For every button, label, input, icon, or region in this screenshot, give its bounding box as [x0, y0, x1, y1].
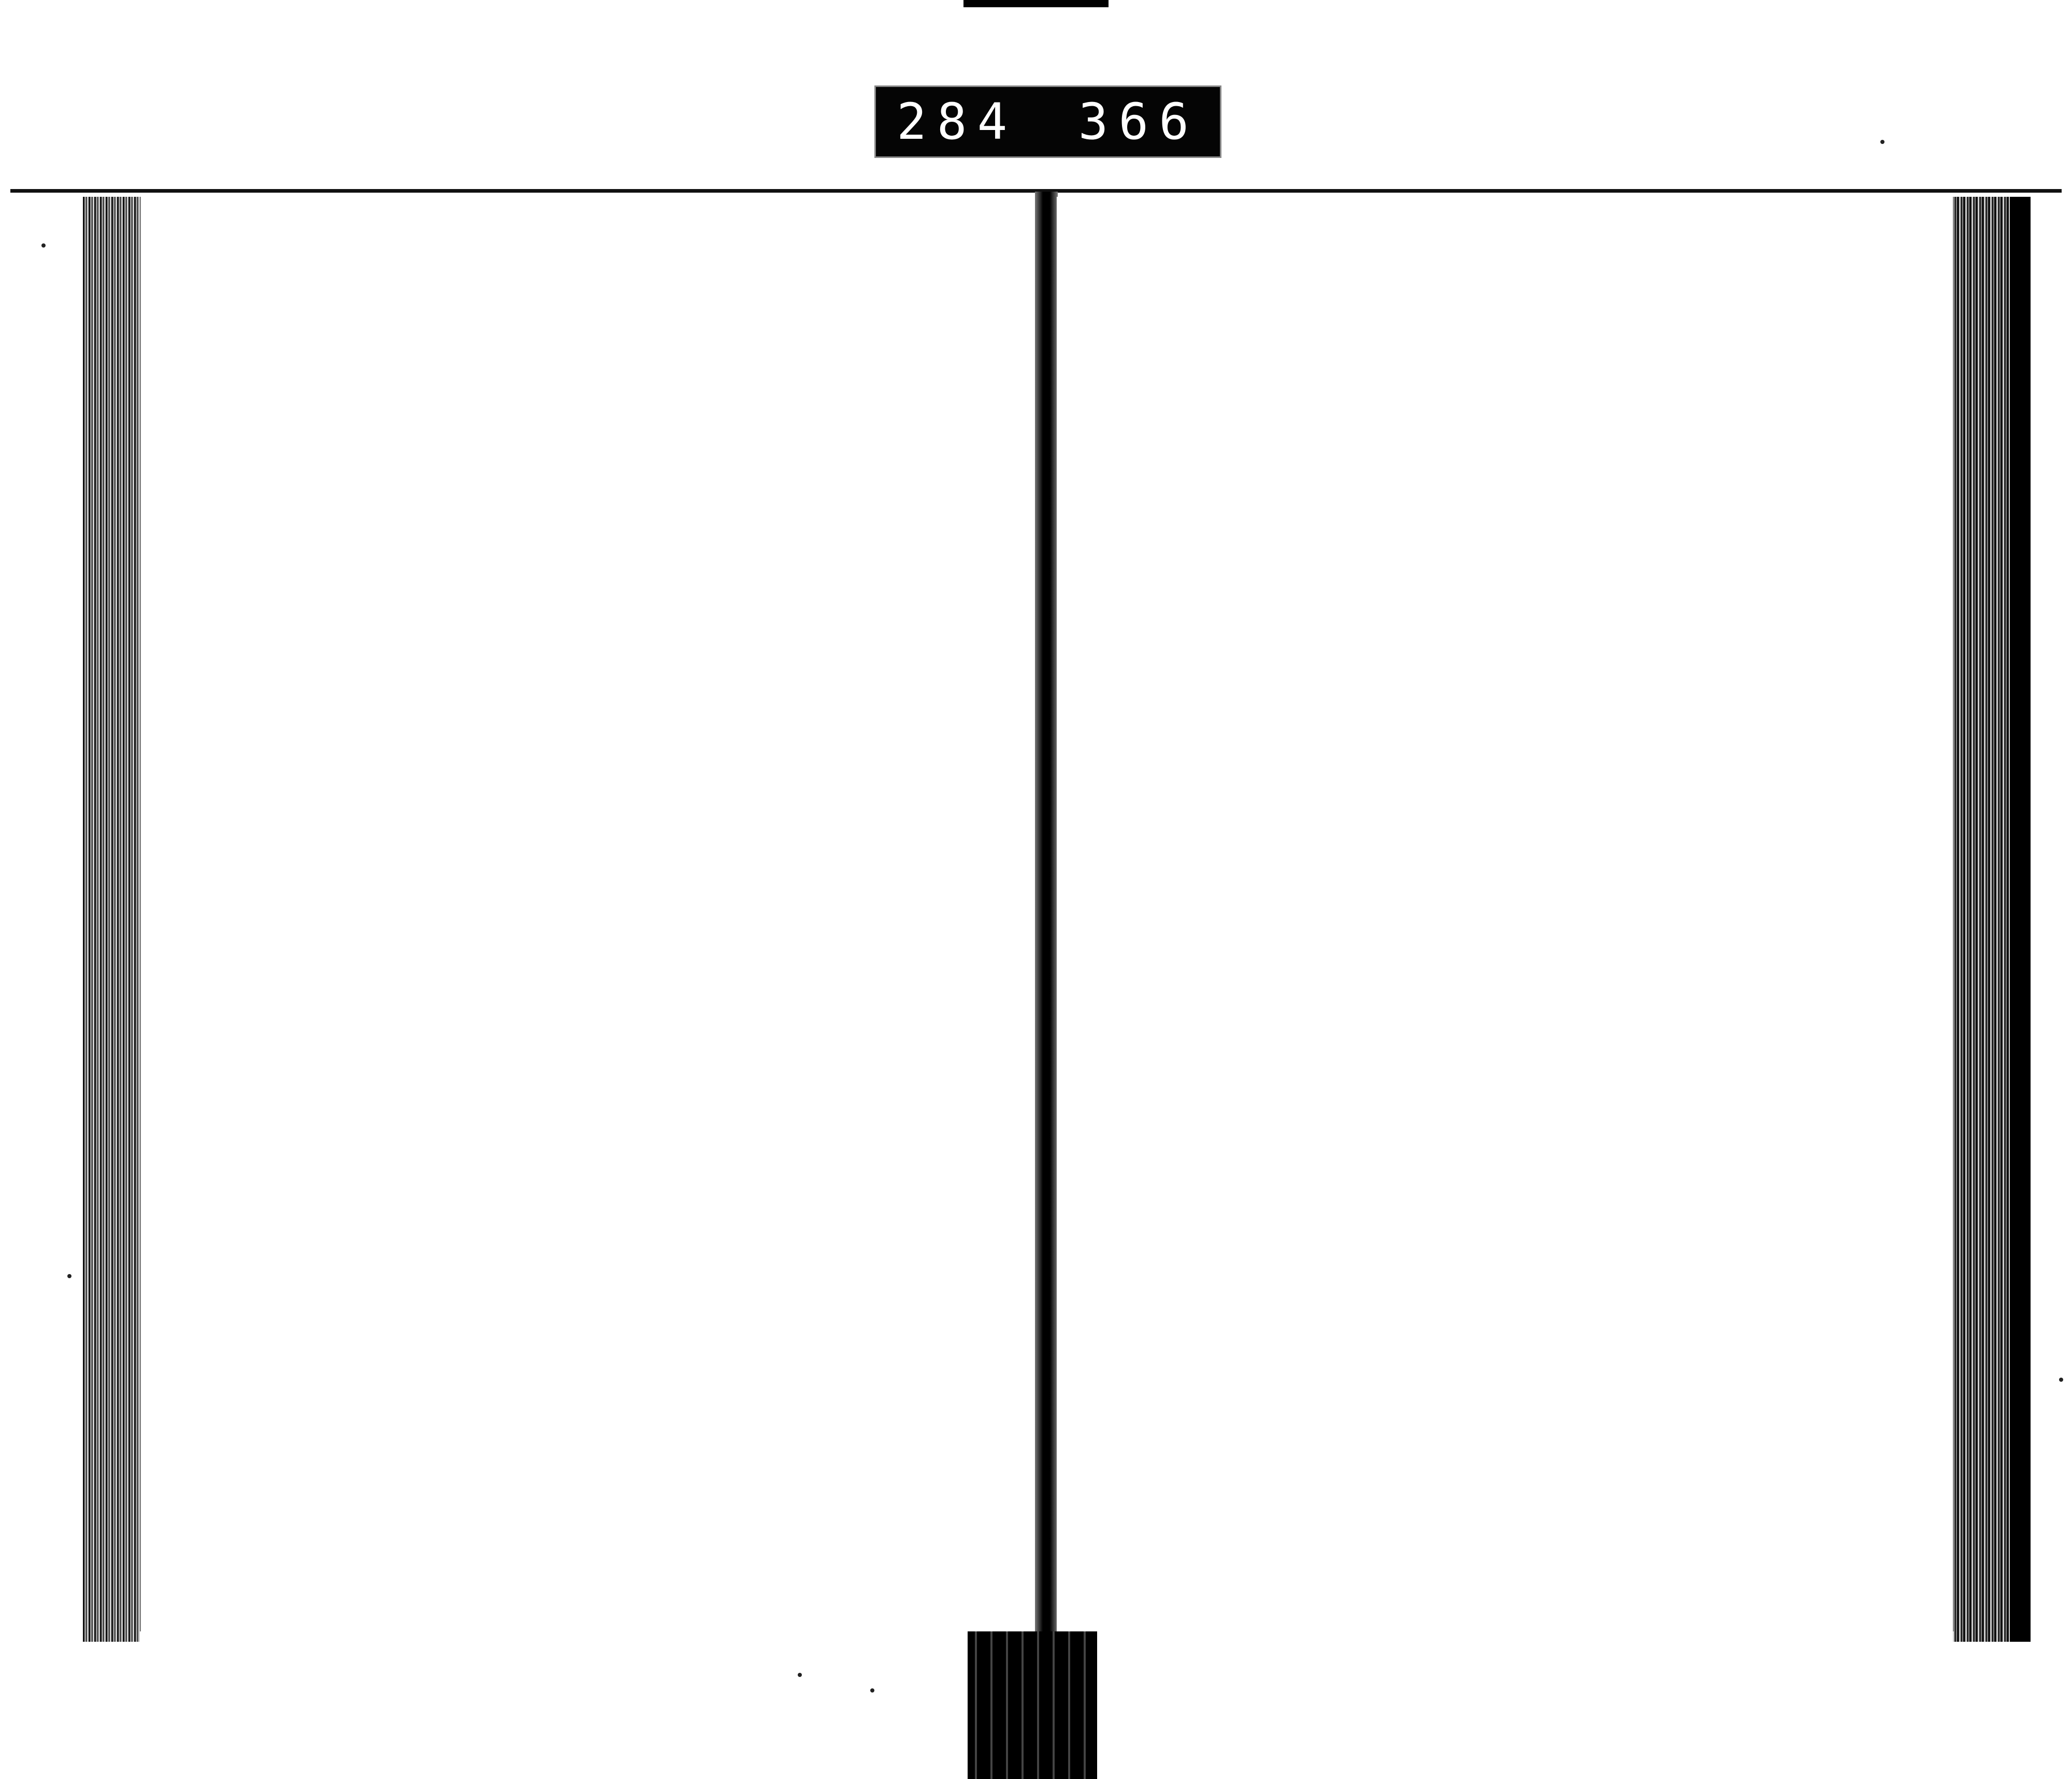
top-film-mark	[963, 0, 1109, 7]
book-spine-bottom	[968, 1631, 1097, 1779]
right-page	[1057, 197, 1954, 1631]
frame-number-right: 366	[1078, 93, 1199, 151]
scan-speck	[798, 1673, 802, 1677]
scan-speck	[1880, 140, 1884, 144]
scan-speck	[41, 243, 46, 248]
scan-speck	[67, 1274, 71, 1278]
book-gutter	[1035, 192, 1058, 1652]
scan-speck	[870, 1688, 874, 1693]
open-book	[83, 192, 2031, 1652]
left-page	[140, 197, 1037, 1631]
book-edge-right	[1953, 197, 2031, 1642]
film-frame-counter	[874, 85, 1221, 158]
frame-number-left: 284	[897, 93, 1018, 151]
scan-speck	[2059, 1378, 2063, 1382]
book-edge-left	[83, 197, 140, 1642]
